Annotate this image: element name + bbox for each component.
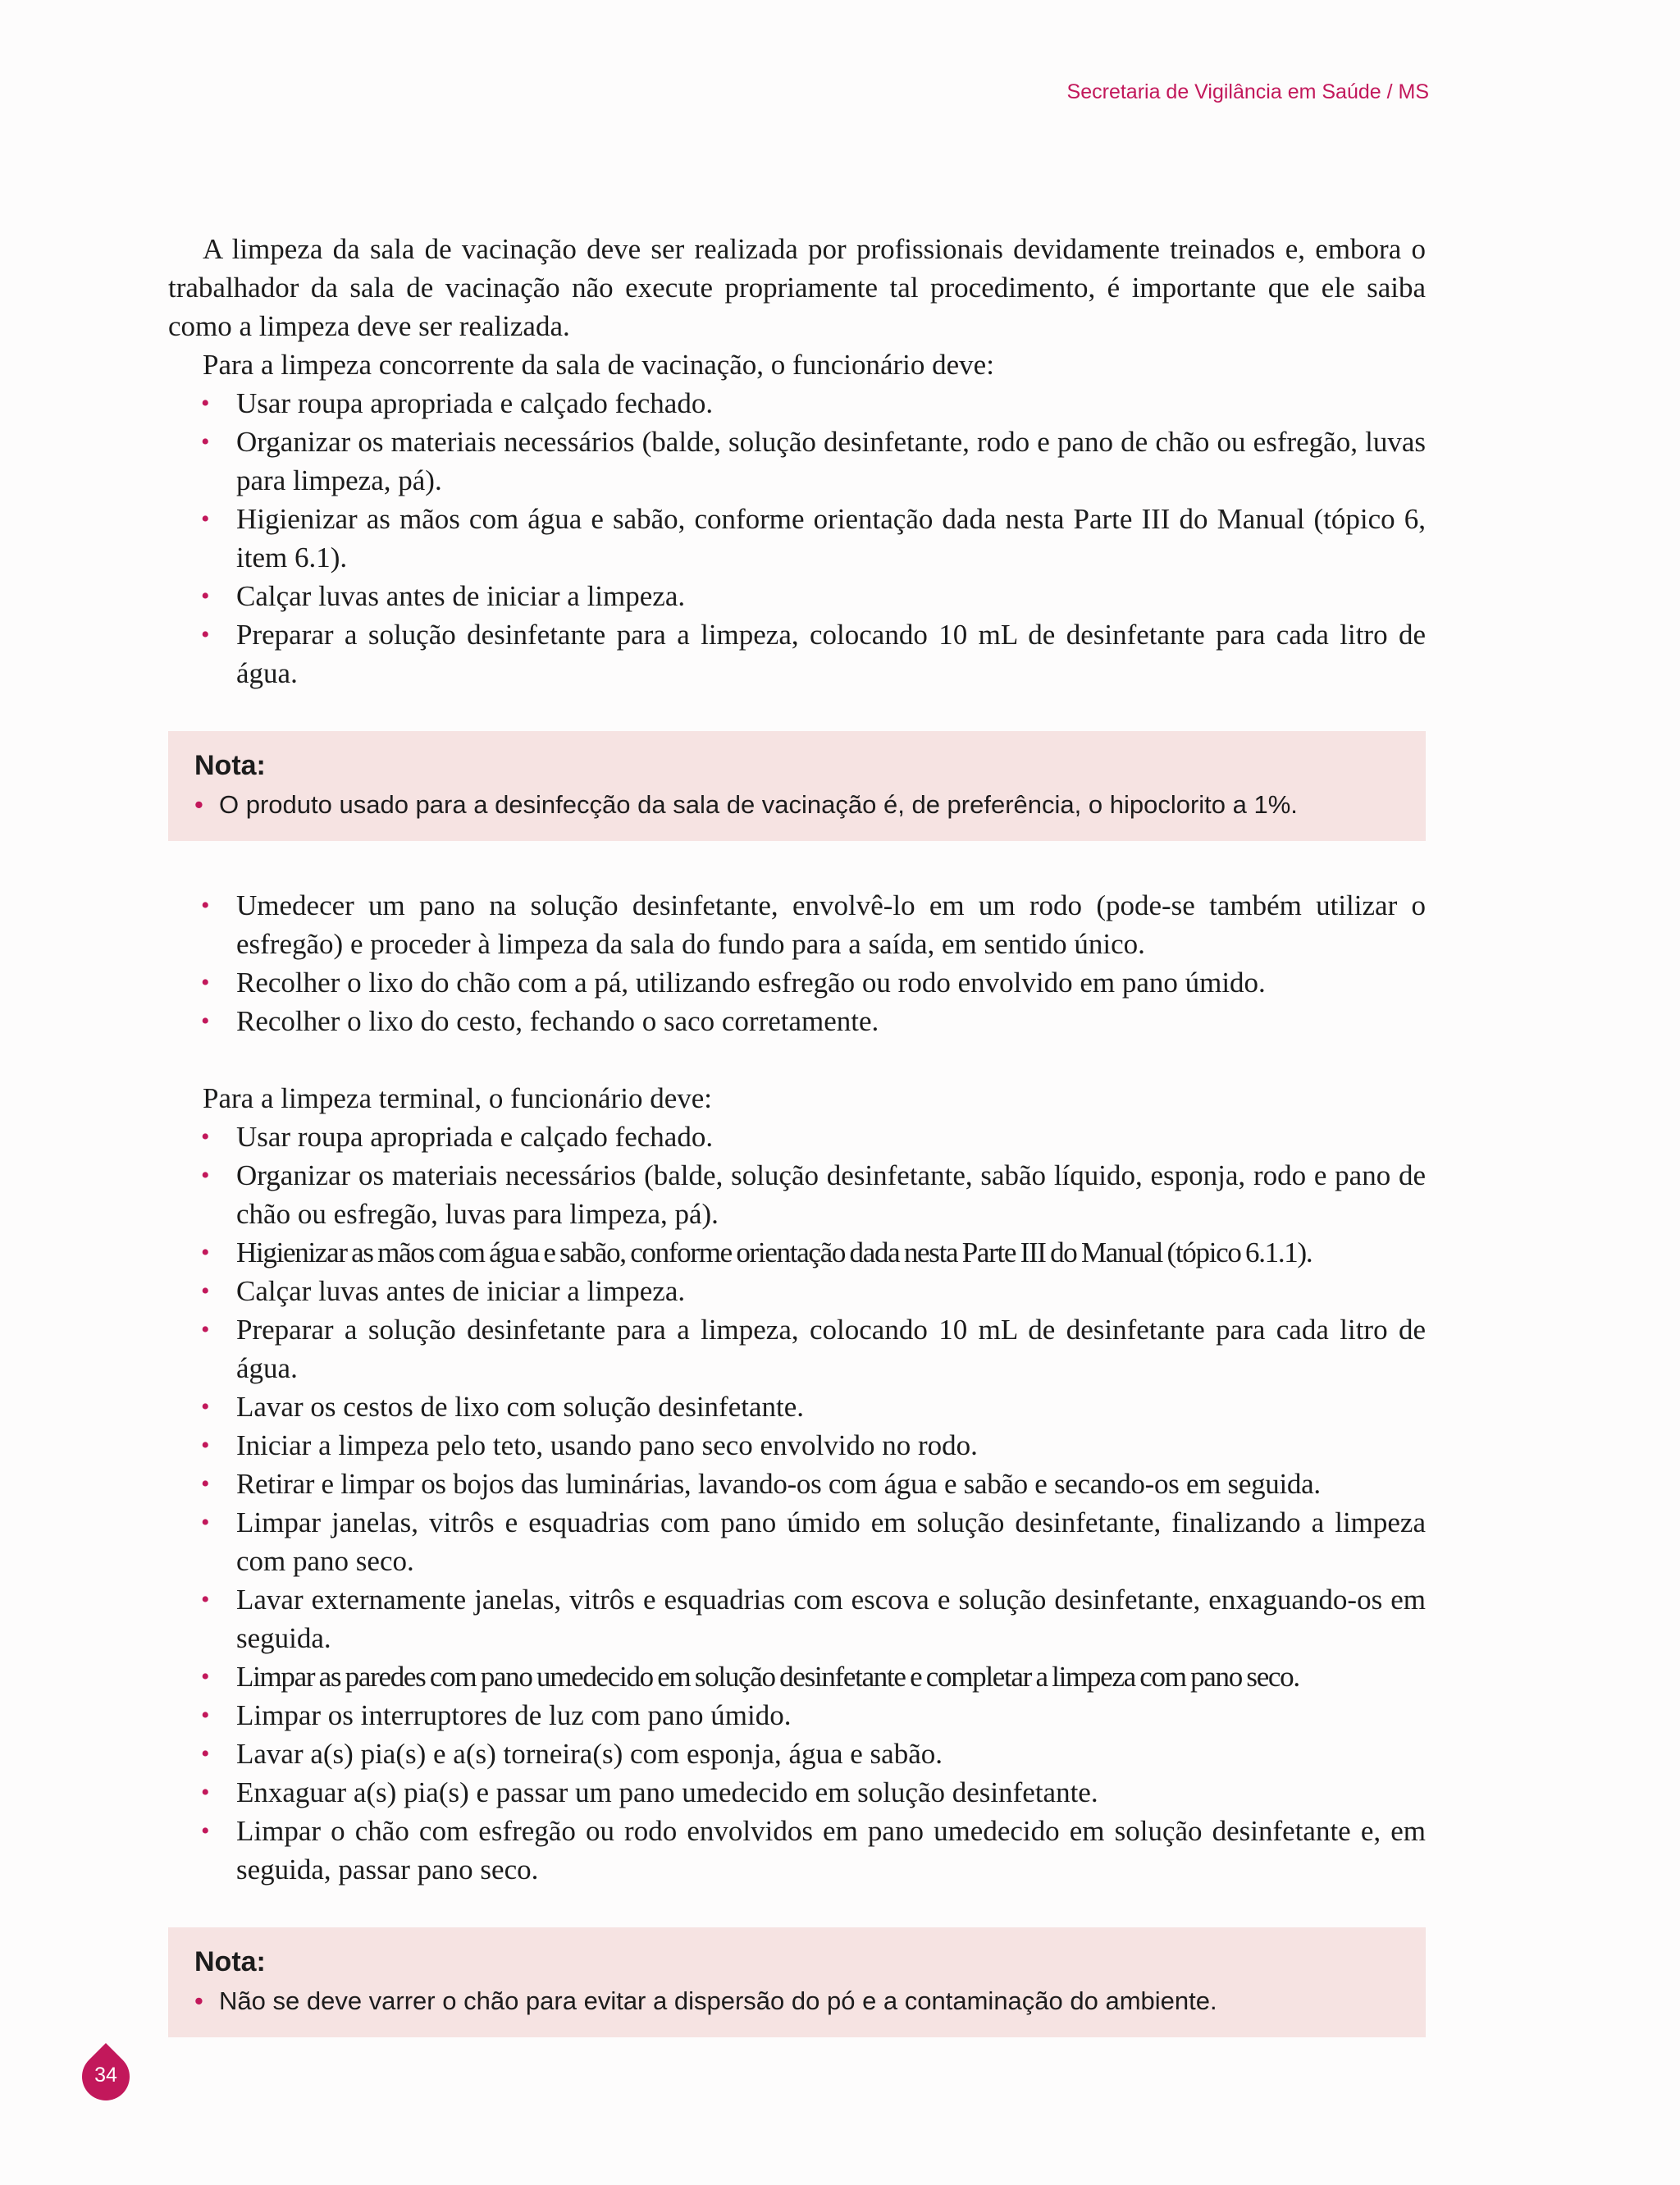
terminal-intro: Para a limpeza terminal, o funcionário deve:	[203, 1082, 712, 1114]
bullet-icon: •	[201, 1393, 210, 1420]
list-item: • Lavar externamente janelas, vitrôs e esquadrias com escova e solução desinfetante, enxaguando-os em seguida.	[236, 1580, 1426, 1657]
list-item: • Iniciar a limpeza pelo teto, usando pano seco envolvido no rodo.	[236, 1426, 1426, 1465]
list-item: • Lavar a(s) pia(s) e a(s) torneira(s) com esponja, água e sabão.	[236, 1735, 1426, 1773]
bullet-icon: •	[194, 1986, 203, 2015]
bullet-icon: •	[201, 621, 210, 648]
note-item: • O produto usado para a desinfecção da sala de vacinação é, de preferência, o hipoclorito a 1%.	[194, 785, 1399, 825]
bullet-icon: •	[201, 583, 210, 610]
bullet-icon: •	[201, 1509, 210, 1536]
bullet-icon: •	[201, 428, 210, 455]
list-item: • Usar roupa apropriada e calçado fechado.	[236, 384, 1426, 423]
bullet-icon: •	[201, 1008, 210, 1035]
bullet-icon: •	[201, 1162, 210, 1189]
bullet-icon: •	[201, 1316, 210, 1343]
list-item: • Limpar o chão com esfregão ou rodo envolvidos em pano umedecido em solução desinfetante e, em seguida, passar pano seco.	[236, 1812, 1426, 1889]
list-item: • Usar roupa apropriada e calçado fechado.	[236, 1118, 1426, 1156]
bullet-icon: •	[201, 1432, 210, 1459]
list-item: • Preparar a solução desinfetante para a limpeza, colocando 10 mL de desinfetante para cada litro de água.	[236, 1310, 1426, 1387]
note-box	[168, 731, 1426, 841]
list-item: • Enxaguar a(s) pia(s) e passar um pano umedecido em solução desinfetante.	[236, 1773, 1426, 1812]
list-item: • Calçar luvas antes de iniciar a limpeza.	[236, 1272, 1426, 1310]
bullet-icon: •	[201, 1817, 210, 1844]
note-title: Nota:	[194, 750, 266, 781]
list-item: • Lavar os cestos de lixo com solução desinfetante.	[236, 1387, 1426, 1426]
list-item: • Umedecer um pano na solução desinfetante, envolvê-lo em um rodo (pode-se também utilizar o esfregão) e proceder à limpeza da sala do fundo para a saída, em sentido único.	[236, 886, 1426, 963]
list-item: • Limpar janelas, vitrôs e esquadrias com pano úmido em solução desinfetante, finalizando a limpeza com pano seco.	[236, 1503, 1426, 1580]
list-item: • Calçar luvas antes de iniciar a limpeza.	[236, 577, 1426, 615]
note-item: • Não se deve varrer o chão para evitar a dispersão do pó e a contaminação do ambiente.	[194, 1982, 1399, 2021]
list-item: • Higienizar as mãos com água e sabão, conforme orientação dada nesta Parte III do Manual (tópico 6.1.1).	[236, 1233, 1426, 1272]
bullet-icon: •	[201, 505, 210, 533]
list-item: • Organizar os materiais necessários (balde, solução desinfetante, rodo e pano de chão ou esfregão, luvas para limpeza, pá).	[236, 423, 1426, 500]
list-item: • Limpar as paredes com pano umedecido em solução desinfetante e completar a limpeza com pano seco.	[236, 1657, 1426, 1696]
bullet-icon: •	[201, 969, 210, 996]
bullet-icon: •	[194, 790, 203, 819]
bullet-icon: •	[201, 1702, 210, 1729]
bullet-icon: •	[201, 892, 210, 919]
concurrent-intro: Para a limpeza concorrente da sala de vacinação, o funcionário deve:	[203, 349, 994, 381]
list-item: • Organizar os materiais necessários (balde, solução desinfetante, sabão líquido, esponja, rodo e pano de chão ou esfregão, luvas para limpeza, pá).	[236, 1156, 1426, 1233]
intro-paragraph: A limpeza da sala de vacinação deve ser realizada por profissionais devidamente treinados e, embora o trabalhador da sala de vacinação não execute propriamente tal procedimento, é importante que ele saiba como a limpeza deve ser realizada.	[168, 233, 1426, 342]
list-item: • Limpar os interruptores de luz com pano úmido.	[236, 1696, 1426, 1735]
bullet-icon: •	[201, 1470, 210, 1497]
list-item: • Higienizar as mãos com água e sabão, conforme orientação dada nesta Parte III do Manual (tópico 6, item 6.1).	[236, 500, 1426, 577]
note-box	[168, 1927, 1426, 2037]
list-item: • Preparar a solução desinfetante para a limpeza, colocando 10 mL de desinfetante para cada litro de água.	[236, 615, 1426, 693]
list-item: • Retirar e limpar os bojos das luminárias, lavando-os com água e sabão e secando-os em seguida.	[236, 1465, 1426, 1503]
bullet-icon: •	[201, 1779, 210, 1806]
bullet-icon: •	[201, 1278, 210, 1305]
bullet-icon: •	[201, 1239, 209, 1266]
concurrent-list-a	[168, 384, 1426, 693]
bullet-icon: •	[201, 1123, 210, 1150]
bullet-icon: •	[201, 1663, 209, 1690]
bullet-icon: •	[201, 1586, 210, 1613]
list-item: • Recolher o lixo do cesto, fechando o saco corretamente.	[236, 1002, 1426, 1040]
page-number: 34	[94, 2064, 117, 2087]
note-title: Nota:	[194, 1946, 266, 1977]
bullet-icon: •	[201, 1740, 210, 1767]
page-content	[168, 230, 1426, 2037]
running-header: Secretaria de Vigilância em Saúde / MS	[1066, 80, 1429, 103]
bullet-icon: •	[201, 390, 210, 417]
terminal-list	[168, 1118, 1426, 1889]
list-item: • Recolher o lixo do chão com a pá, utilizando esfregão ou rodo envolvido em pano úmido.	[236, 963, 1426, 1002]
concurrent-list-b	[168, 886, 1426, 1040]
